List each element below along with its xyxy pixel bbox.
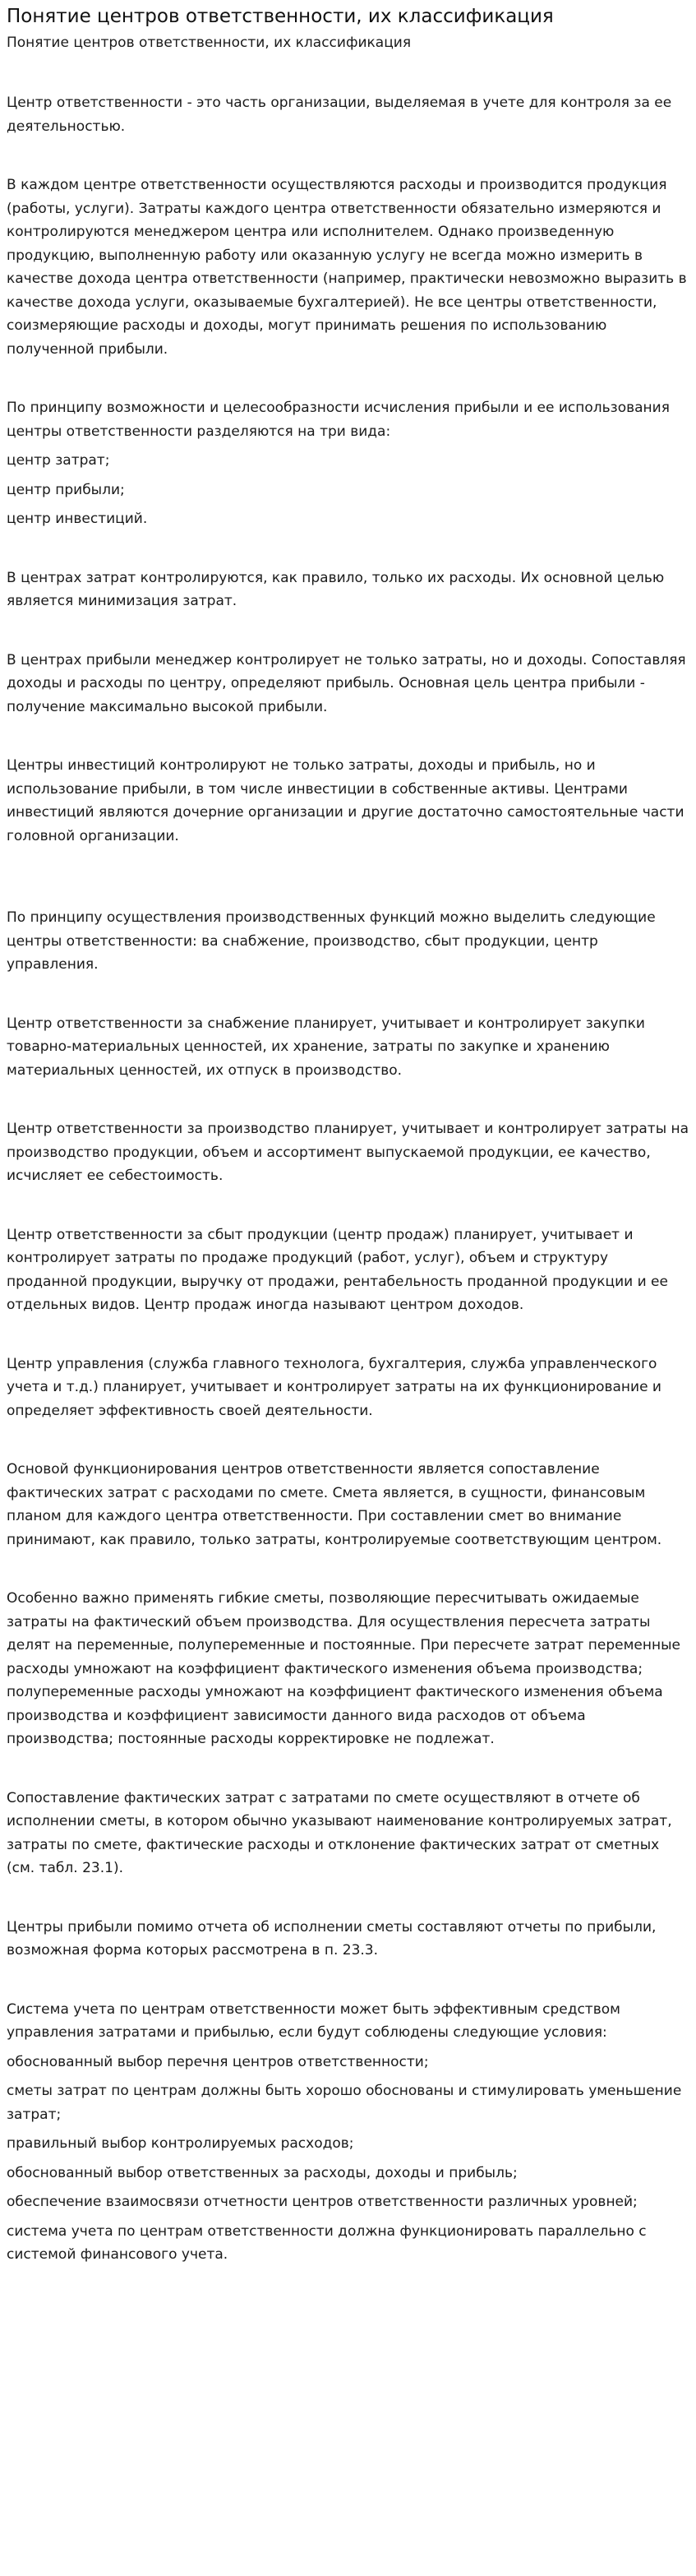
- paragraph: Сопоставление фактических затрат с затратами по смете осуществляют в отчете об исполнении сметы, в котором обычно указывают наименование контролируемых затрат, затраты по смете, фактические расходы и отклонение фактических затрат от сметных (см. табл. 23.1).: [7, 1789, 672, 1876]
- list-item: центр прибыли;: [7, 481, 125, 498]
- paragraph: По принципу возможности и целесообразности исчисления прибыли и ее использования центры ответственности разделяются на три вида:: [7, 400, 670, 440]
- page-subtitle: Понятие центров ответственности, их классификация: [7, 35, 412, 51]
- paragraph: В каждом центре ответственности осуществляются расходы и производится продукция (работы, услуги). Затраты каждого центра ответственности обязательно измеряются и контролируются менеджером центра или исполнителем. Однако произведенную продукцию, выполненную работу или оказанную услугу не всегда можно измерить в качестве дохода центра ответственности (например, практически невозможно выразить в качестве дохода услуги, оказываемые бухгалтерией). Не все центры ответственности, соизмеряющие расходы и доходы, могут принимать решения по использованию полученной прибыли.: [7, 177, 687, 358]
- paragraph: Центр ответственности за снабжение планирует, учитывает и контролирует закупки товарно-материальных ценностей, их хранение, затраты по закупке и хранению материальных ценностей, их отпуск в производство.: [7, 1015, 645, 1079]
- list-item: центр затрат;: [7, 452, 110, 469]
- list-item: правильный выбор контролируемых расходов;: [7, 2135, 354, 2152]
- paragraph: Центр ответственности - это часть организации, выделяемая в учете для контроля за ее деятельностью.: [7, 95, 672, 135]
- paragraph: Центр ответственности за производство планирует, учитывает и контролирует затраты на производство продукции, объем и ассортимент выпускаемой продукции, ее качество, исчисляет ее себестоимость.: [7, 1121, 689, 1184]
- paragraph: Центры прибыли помимо отчета об исполнении сметы составляют отчеты по прибыли, возможная форма которых рассмотрена в п. 23.3.: [7, 1918, 657, 1959]
- page-title: Понятие центров ответственности, их классификация: [7, 6, 554, 27]
- paragraph: Особенно важно применять гибкие сметы, позволяющие пересчитывать ожидаемые затраты на фактический объем производства. Для осуществления пересчета затраты делят на переменные, полупеременные и постоянные. При пересчете затрат переменные расходы умножают на коэффициент фактического изменения объема производства; полупеременные расходы умножают на коэффициент фактического изменения объема производства и коэффициент зависимости данного вида расходов от объема производства; постоянные расходы корректировке не подлежат.: [7, 1590, 680, 1747]
- list-item: обоснованный выбор ответственных за расходы, доходы и прибыль;: [7, 2164, 518, 2181]
- list-item: система учета по центрам ответственности должна функционировать параллельно с системой финансового учета.: [7, 2222, 647, 2263]
- paragraph: По принципу осуществления производственных функций можно выделить следующие центры ответственности: ва снабжение, производство, сбыт продукции, центр управления.: [7, 909, 656, 973]
- list-item: обеспечение взаимосвязи отчетности центров ответственности различных уровней;: [7, 2194, 638, 2210]
- paragraph: В центрах затрат контролируются, как правило, только их расходы. Их основной целью является минимизация затрат.: [7, 569, 665, 609]
- paragraph: Основой функционирования центров ответственности является сопоставление фактических затрат с расходами по смете. Смета является, в сущности, финансовым планом для каждого центра ответственности. При составлении смет во внимание принимают, как правило, только затраты, контролируемые соответствующим центром.: [7, 1461, 662, 1548]
- paragraph: Центр ответственности за сбыт продукции (центр продаж) планирует, учитывает и контролирует затраты по продаже продукций (работ, услуг), объем и структуру проданной продукции, выручку от продажи, рентабельность проданной продукции и ее отдельных видов. Центр продаж иногда называют центром доходов.: [7, 1226, 668, 1313]
- list-item: сметы затрат по центрам должны быть хорошо обоснованы и стимулировать уменьшение затрат;: [7, 2083, 682, 2123]
- list-item: обоснованный выбор перечня центров ответственности;: [7, 2053, 429, 2070]
- paragraph: Центры инвестиций контролируют не только затраты, доходы и прибыль, но и использование прибыли, в том числе инвестиции в собственные активы. Центрами инвестиций являются дочерние организации и другие достаточно самостоятельные части головной организации.: [7, 757, 684, 844]
- paragraph: Центр управления (служба главного технолога, бухгалтерия, служба управленческого учета и т.д.) планирует, учитывает и контролирует затраты на их функционирование и определяет эффективность своей деятельности.: [7, 1355, 661, 1419]
- paragraph: В центрах прибыли менеджер контролирует не только затраты, но и доходы. Сопоставляя доходы и расходы по центру, определяют прибыль. Основная цель центра прибыли - получение максимально высокой прибыли.: [7, 651, 686, 715]
- list-item: центр инвестиций.: [7, 511, 148, 527]
- paragraph: Система учета по центрам ответственности может быть эффективным средством управления затратами и прибылью, если будут соблюдены следующие условия:: [7, 2000, 620, 2041]
